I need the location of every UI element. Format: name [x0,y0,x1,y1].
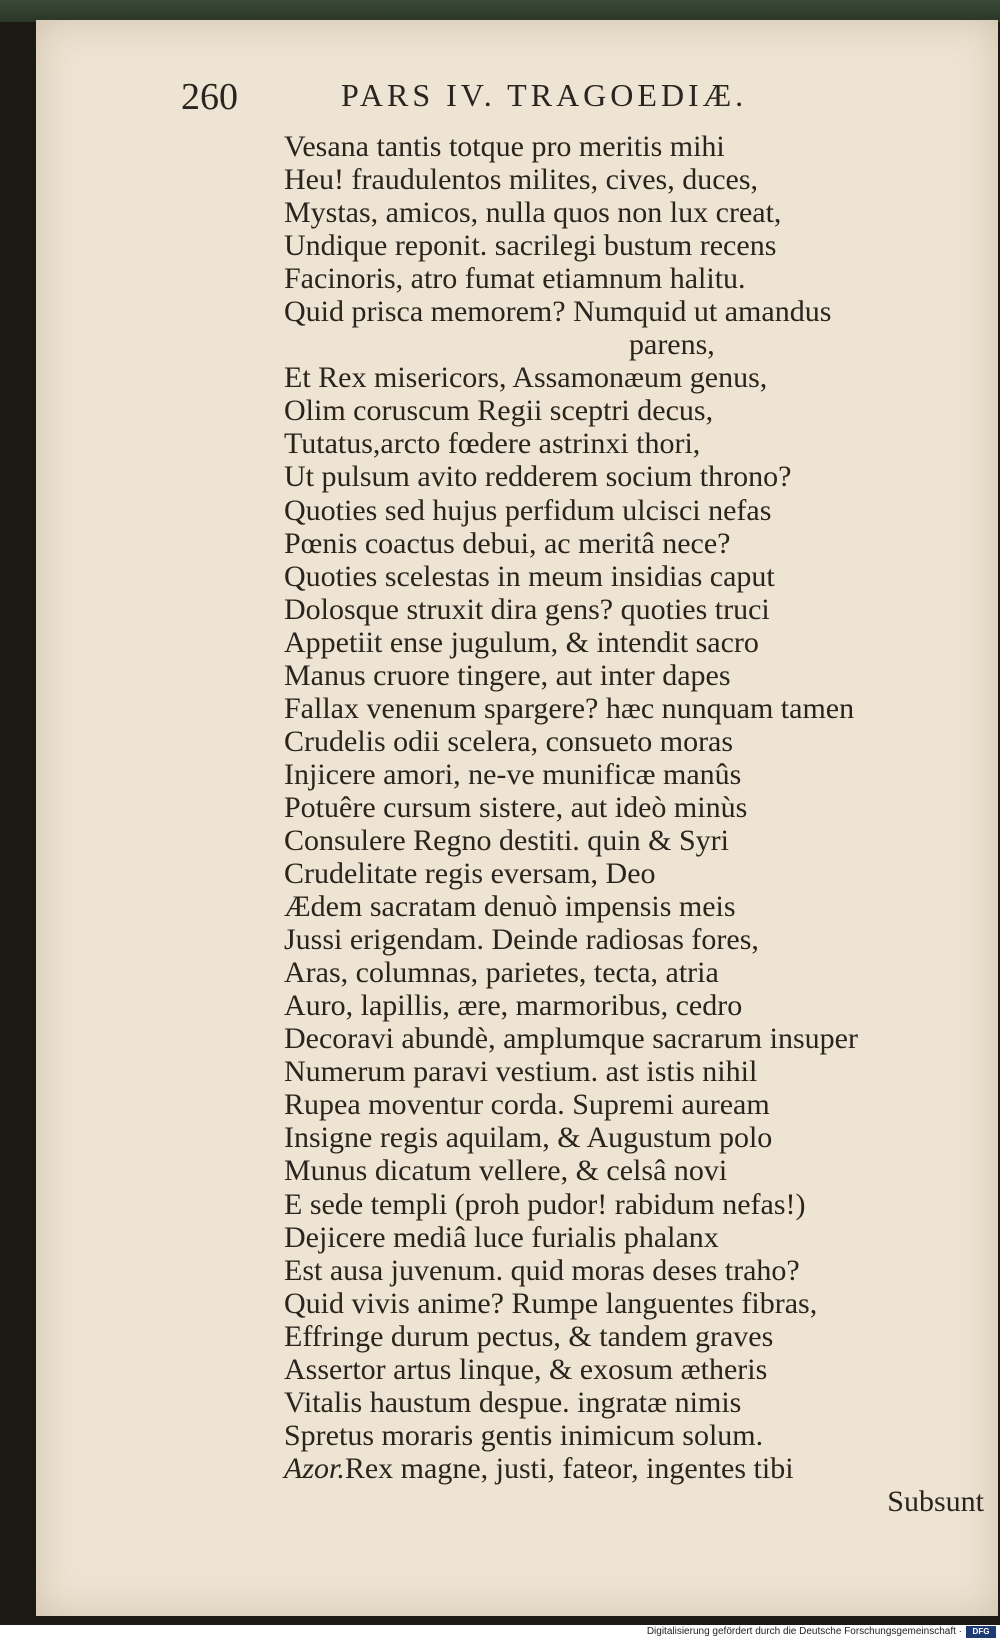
verse-line [284,427,984,460]
verse-line [284,1485,984,1518]
verse-line [284,956,984,989]
verse-text: Crudelitate regis eversam, Deo [284,857,656,891]
verse-line [284,791,984,824]
speaker-label: Azor. [284,1451,345,1485]
verse-text: Crudelis odii scelera, consueto moras [284,724,734,758]
verse-line [284,1320,984,1353]
book-page [36,20,998,1616]
verse-line [284,460,984,493]
verse-line [284,1452,984,1485]
verse-text: Ædem sacratam denuò impensis meis [284,890,736,924]
verse-line [284,989,984,1022]
verse-text: Auro, lapillis, ære, marmoribus, cedro [284,989,743,1023]
verse-line [284,262,984,295]
verse-text: Numerum paravi vestium. ast istis nihil [284,1055,758,1089]
footer-bar [0,1625,1000,1640]
verse-text: Injicere amori, ne-ve munificæ manûs [284,757,742,791]
verse-line [284,593,984,626]
verse-text: Pœnis coactus debui, ac meritâ nece? [284,526,731,560]
verse-line [284,692,984,725]
verse-text: Rupea moventur corda. Supremi auream [284,1088,770,1122]
verse-line [284,1022,984,1055]
verse-line [284,229,984,262]
page-number: 260 [181,76,238,118]
dfg-logo: DFG [966,1626,996,1638]
verse-text: Vitalis haustum despue. ingratæ nimis [284,1385,742,1419]
verse-text: Assertor artus linque, & exosum ætheris [284,1352,768,1386]
verse-line [284,163,984,196]
verse-line [284,394,984,427]
verse-line [284,659,984,692]
verse-line [284,758,984,791]
verse-line [284,1386,984,1419]
verse-line [284,1154,984,1187]
verse-text: Tutatus,arcto fœdere astrinxi thori, [284,427,701,461]
verse-text: Dolosque struxit dira gens? quoties truci [284,592,770,626]
verse-line [284,1055,984,1088]
verse-line [284,328,984,361]
verse-line [284,361,984,394]
verse-text: Quoties sed hujus perfidum ulcisci nefas [284,493,772,527]
verse-text: Subsunt [887,1484,984,1518]
verse-text: E sede templi (proh pudor! rabidum nefas!) [284,1187,806,1221]
verse-text: Effringe durum pectus, & tandem graves [284,1319,774,1353]
verse-text: Consulere Regno destiti. quin & Syri [284,823,729,857]
verse-line [284,1188,984,1221]
verse-text: Est ausa juvenum. quid moras deses traho? [284,1253,800,1287]
verse-text: Quoties scelestas in meum insidias caput [284,559,775,593]
verse-text: Fallax venenum spargere? hæc nunquam tamen [284,691,855,725]
scan-edge-strip [0,0,1000,22]
verse-line [284,1088,984,1121]
verse-text: Heu! fraudulentos milites, cives, duces, [284,163,759,197]
verse-text: Olim coruscum Regii sceptri decus, [284,394,714,428]
verse-text: Quid prisca memorem? Numquid ut amandus [284,295,832,329]
verse-line [284,1419,984,1452]
verse-text: Jussi erigendam. Deinde radiosas fores, [284,923,759,957]
verse-text: Potuêre cursum sistere, aut ideò minùs [284,790,748,824]
verse-text: Quid vivis anime? Rumpe languentes fibras, [284,1286,818,1320]
verse-text: Ut pulsum avito redderem socium throno? [284,460,792,494]
verse-line [284,725,984,758]
verse-text: Facinoris, atro fumat etiamnum halitu. [284,262,746,296]
verse-text: Spretus moraris gentis inimicum solum. [284,1418,764,1452]
verse-text: Vesana tantis totque pro meritis mihi [284,130,725,163]
verse-text: Mystas, amicos, nulla quos non lux creat, [284,196,782,230]
verse-line [284,1221,984,1254]
funding-note: Digitalisierung gefördert durch die Deutsche Forschungsgemeinschaft · [646,1626,962,1637]
verse-line [284,923,984,956]
verse-line [284,626,984,659]
verse-line [284,857,984,890]
verse-line [284,196,984,229]
verse-line [284,1121,984,1154]
verse-line [284,295,984,328]
verse-text: Insigne regis aquilam, & Augustum polo [284,1121,773,1155]
verse-text: Aras, columnas, parietes, tecta, atria [284,956,719,990]
verse-line [284,494,984,527]
verse-text: Manus cruore tingere, aut inter dapes [284,658,731,692]
verse-text: Et Rex misericors, Assamonæum genus, [284,361,768,395]
running-head: PARS IV. TRAGOEDIÆ. [341,77,748,113]
verse-line [284,1254,984,1287]
verse-line [284,824,984,857]
verse-text: Undique reponit. sacrilegi bustum recens [284,229,777,263]
verse-line [284,560,984,593]
verse-line [284,527,984,560]
verse-text: Rex magne, justi, fateor, ingentes tibi [344,1451,794,1485]
verse-text: Appetiit ense jugulum, & intendit sacro [284,625,759,659]
verse-line [284,890,984,923]
verse-line [284,130,984,163]
verse-text-block [284,130,984,1518]
verse-line [284,1287,984,1320]
verse-text: parens, [629,328,715,362]
verse-text: Dejicere mediâ luce furialis phalanx [284,1220,719,1254]
verse-text: Decoravi abundè, amplumque sacrarum insuper [284,1022,858,1056]
verse-text: Munus dicatum vellere, & celsâ novi [284,1154,728,1188]
verse-line [284,1353,984,1386]
